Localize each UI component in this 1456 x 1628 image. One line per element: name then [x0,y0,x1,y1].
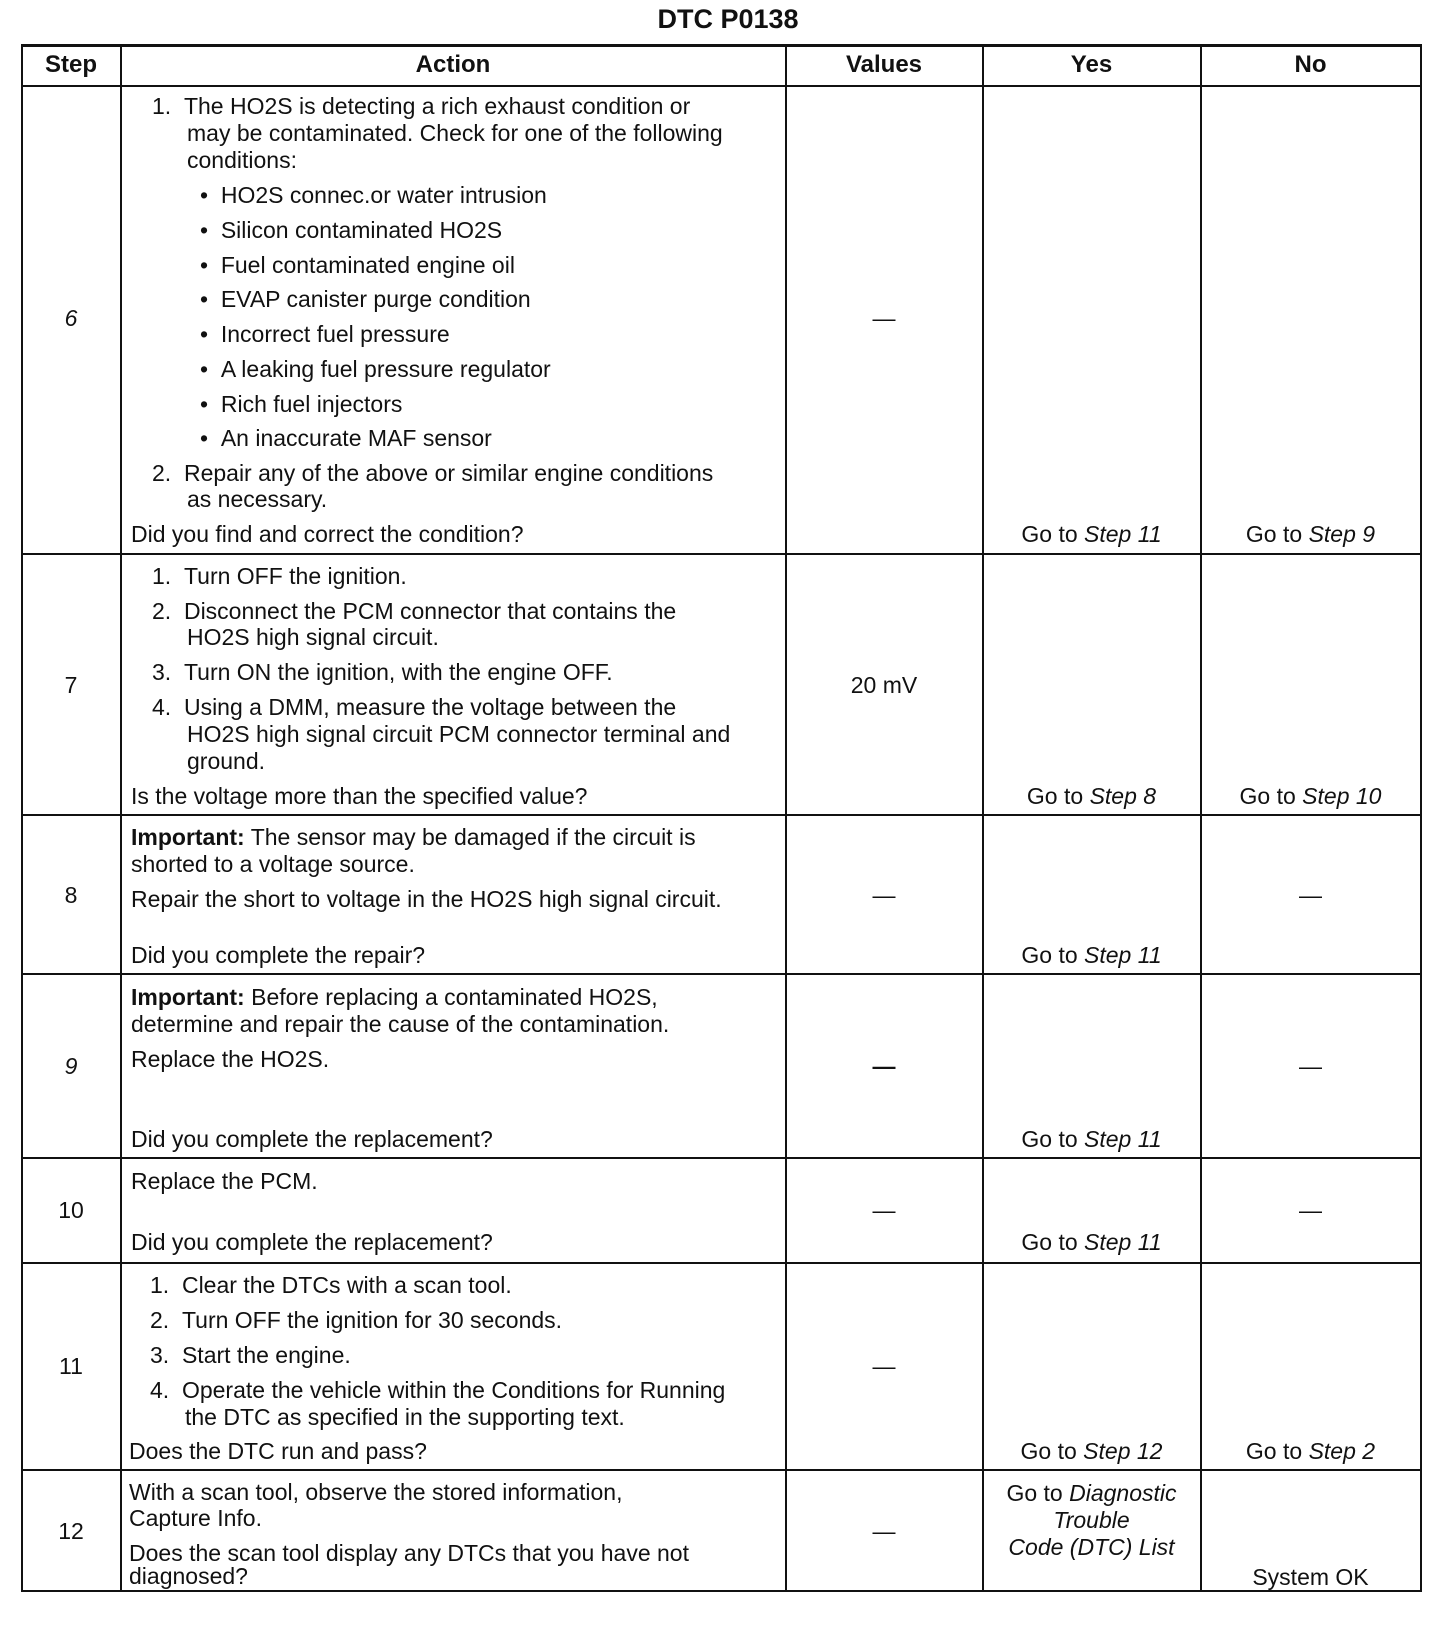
goto-step-link[interactable]: Step 8 [1089,783,1157,809]
goto-link[interactable]: Diagnostic [1069,1480,1177,1506]
bullet-item: • Rich fuel injectors [200,391,403,417]
action-line: ground. [187,748,266,774]
goto-step-link[interactable]: Step 10 [1302,783,1382,809]
table-row-divider [21,973,1422,975]
step-number: 9 [64,1053,78,1079]
bullet-item: • Silicon contaminated HO2S [200,217,503,243]
important-text: Before replacing a contaminated HO2S, [244,984,658,1010]
goto-label: Go to [1245,521,1303,547]
important-label: Important: [131,984,245,1010]
goto-step-link[interactable]: Step 12 [1083,1438,1163,1464]
table-row-divider [21,1157,1422,1159]
action-line: Replace the PCM. [131,1168,318,1194]
action-line: 3. Start the engine. [150,1342,351,1368]
no-goto[interactable] [1200,783,1421,810]
action-question: Is the voltage more than the specified value? [131,783,588,809]
action-line: HO2S high signal circuit PCM connector terminal and [187,721,731,747]
goto-label: Go to [1006,1480,1063,1506]
value-cell: 20 mV [850,672,918,698]
table-row-divider [21,814,1422,816]
yes-goto[interactable] [982,1126,1201,1153]
goto-label: Go to [1245,1438,1303,1464]
goto-link[interactable]: Trouble [1053,1507,1130,1533]
step-number: 6 [64,305,78,331]
value-cell: — [872,1353,896,1379]
yes-goto[interactable] [982,1480,1201,1561]
goto-step-link[interactable]: Step 9 [1308,521,1376,547]
table-col-divider [1200,44,1202,1592]
bullet-text: Fuel contaminated engine oil [220,252,515,278]
bullet-text: An inaccurate MAF sensor [220,425,492,451]
step-number: 7 [64,672,78,698]
value-cell: — [872,1053,896,1079]
header-values: Values [845,51,923,78]
yes-goto[interactable] [982,1229,1201,1256]
action-line: conditions: [187,147,297,173]
no-cell: — [1299,1053,1322,1079]
table-row-divider [21,1262,1422,1264]
goto-label: Go to [1026,783,1084,809]
table-row-divider [21,85,1422,87]
bullet-text: A leaking fuel pressure regulator [220,356,551,382]
table-border-right [1420,44,1422,1592]
no-result: System OK [1252,1564,1369,1590]
action-question: diagnosed? [129,1563,248,1589]
header-yes: Yes [1070,51,1113,78]
header-action: Action [415,51,491,78]
action-line: 1. The HO2S is detecting a rich exhaust condition or [152,93,691,119]
header-no: No [1294,51,1327,78]
step-number: 12 [58,1518,84,1544]
action-line: 1. Turn OFF the ignition. [152,563,407,589]
important-label: Important: [131,824,245,850]
important-note [131,824,696,851]
action-line: as necessary. [187,486,328,512]
action-line: the DTC as specified in the supporting text. [185,1404,625,1430]
bullet-item: • HO2S connec.or water intrusion [200,182,547,208]
goto-step-link[interactable]: Step 11 [1084,1126,1162,1152]
step-number: 11 [59,1353,83,1379]
yes-goto[interactable] [982,521,1201,548]
no-cell: — [1299,882,1322,908]
goto-step-link[interactable]: Step 11 [1084,942,1162,968]
goto-label: Go to [1021,942,1078,968]
action-line: 3. Turn ON the ignition, with the engine OFF. [152,659,613,685]
action-line: 4. Operate the vehicle within the Conditions for Running [150,1377,726,1403]
step-number: 10 [58,1197,84,1223]
bullet-item: • A leaking fuel pressure regulator [200,356,551,382]
bullet-item: • Fuel contaminated engine oil [200,252,515,278]
action-line: Repair the short to voltage in the HO2S high signal circuit. [131,886,722,912]
action-line: Replace the HO2S. [131,1046,330,1072]
bullet-item: • Incorrect fuel pressure [200,321,450,347]
page-title: DTC P0138 [657,4,799,34]
step-number: 8 [64,882,78,908]
bullet-text: Incorrect fuel pressure [220,321,450,347]
yes-goto[interactable] [982,783,1201,810]
bullet-text: EVAP canister purge condition [220,286,531,312]
yes-goto[interactable] [982,1438,1201,1465]
bullet-text: Silicon contaminated HO2S [220,217,503,243]
action-line: may be contaminated. Check for one of the following [187,120,723,146]
goto-step-link[interactable]: Step 11 [1084,1229,1162,1255]
action-question: Did you find and correct the condition? [131,521,524,547]
table-row-divider [21,1469,1422,1471]
important-note [131,984,658,1011]
action-line: HO2S high signal circuit. [187,624,439,650]
action-line: 4. Using a DMM, measure the voltage between the [152,694,677,720]
action-line: shorted to a voltage source. [131,851,415,877]
action-line: determine and repair the cause of the contamination. [131,1011,670,1037]
action-line: Capture Info. [129,1505,262,1531]
no-cell: — [1299,1197,1322,1223]
action-line: 2. Disconnect the PCM connector that contains the [152,598,677,624]
action-question: Did you complete the replacement? [131,1229,493,1255]
goto-label: Go to [1021,1229,1078,1255]
goto-label: Go to [1021,1126,1078,1152]
action-question: Does the scan tool display any DTCs that you have not [129,1540,689,1566]
action-question: Does the DTC run and pass? [129,1438,427,1464]
bullet-text: HO2S connec.or water intrusion [220,182,547,208]
action-question: Did you complete the repair? [131,942,426,968]
action-question: Did you complete the replacement? [131,1126,493,1152]
goto-label: Go to [1239,783,1296,809]
no-goto[interactable] [1200,1438,1421,1465]
value-cell: — [872,1197,896,1223]
value-cell: — [872,1518,896,1544]
yes-goto[interactable] [982,942,1201,969]
header-step: Step [44,51,97,78]
goto-step-link[interactable]: Step 11 [1084,521,1162,547]
no-goto[interactable] [1200,521,1421,548]
value-cell: — [872,882,896,908]
goto-label: Go to [1021,521,1078,547]
value-cell: — [872,305,896,331]
action-line: 2. Repair any of the above or similar engine conditions [152,460,714,486]
goto-label: Go to [1020,1438,1077,1464]
table-row-divider [21,553,1422,555]
action-line: 1. Clear the DTCs with a scan tool. [150,1272,512,1298]
action-line: With a scan tool, observe the stored information, [129,1479,623,1505]
action-line: 2. Turn OFF the ignition for 30 seconds. [150,1307,563,1333]
goto-step-link[interactable]: Step 2 [1308,1438,1376,1464]
bullet-item: • EVAP canister purge condition [200,286,531,312]
bullet-item: • An inaccurate MAF sensor [200,425,492,451]
bullet-text: Rich fuel injectors [220,391,403,417]
important-text: The sensor may be damaged if the circuit is [244,824,696,850]
goto-link[interactable]: Code (DTC) List [1008,1534,1175,1560]
table-border-top [21,44,1422,47]
